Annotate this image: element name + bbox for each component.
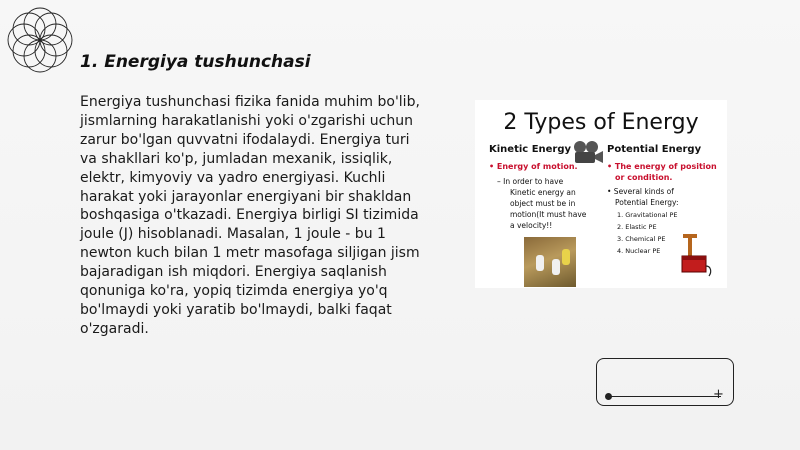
potential-line-2: Potential Energy: [615,198,679,207]
potential-line-1: • Several kinds of [607,187,674,196]
kinetic-line-3: object must be in [510,199,576,208]
kinetic-highlight: • Energy of motion. [489,162,578,171]
slide-paragraph: Energiya tushunchasi fizika fanida muhim bo'lib, jismlarning harakatlanishi yoki o'zgarishi uchun zarur bo'lgan quvvatni ifodalaydi. Energiya turi va shakllari ko'p, jumladan mexanik, issiqlik, elektr, kimyoviy va yadro energiyasi. Kuchli harakat yoki jarayonlar energiyani bir shakldan boshqasiga o'tkazadi. Energiya birligi SI tizimida joule (J) hisoblanadi. Masalan, 1 joule - bu 1 newton kuch bilan 1 metr masofaga siljigan jism bajaradigan ish miqdori. Energiya saqlanish qonuniga ko'ra, yopiq tizimda energiya yo'q bo'lmaydi yoki yaratib bo'lmaydi, balki faqat o'zgaradi. [80,94,420,337]
pe-item: 3. Chemical PE [617,235,666,243]
potential-highlight-1: • The energy of position [607,162,717,171]
kinetic-line-1: – In order to have [497,177,564,186]
kinetic-line-2: Kinetic energy an [510,188,576,197]
football-photo [524,237,576,287]
kinetic-line-4: motion(It must have [510,210,587,219]
potential-heading: Potential Energy [607,144,702,155]
tnt-plunger-icon [679,232,715,278]
media-progress-knob[interactable] [605,393,612,400]
pe-item: 2. Elastic PE [617,223,657,231]
slide-title: 1. Energiya tushunchasi [80,52,311,72]
circular-ornament-icon [4,4,76,76]
media-control[interactable] [596,358,734,406]
card-title: 2 Types of Energy [503,110,699,135]
add-icon[interactable]: + [713,387,724,402]
energy-types-image [475,100,727,288]
pe-item: 1. Gravitational PE [617,211,678,219]
kinetic-line-5: a velocity!! [510,221,553,230]
kinetic-heading: Kinetic Energy [489,144,572,155]
pe-item: 4. Nuclear PE [617,247,661,255]
potential-highlight-2: or condition. [615,173,673,182]
media-progress-track[interactable] [609,396,721,397]
